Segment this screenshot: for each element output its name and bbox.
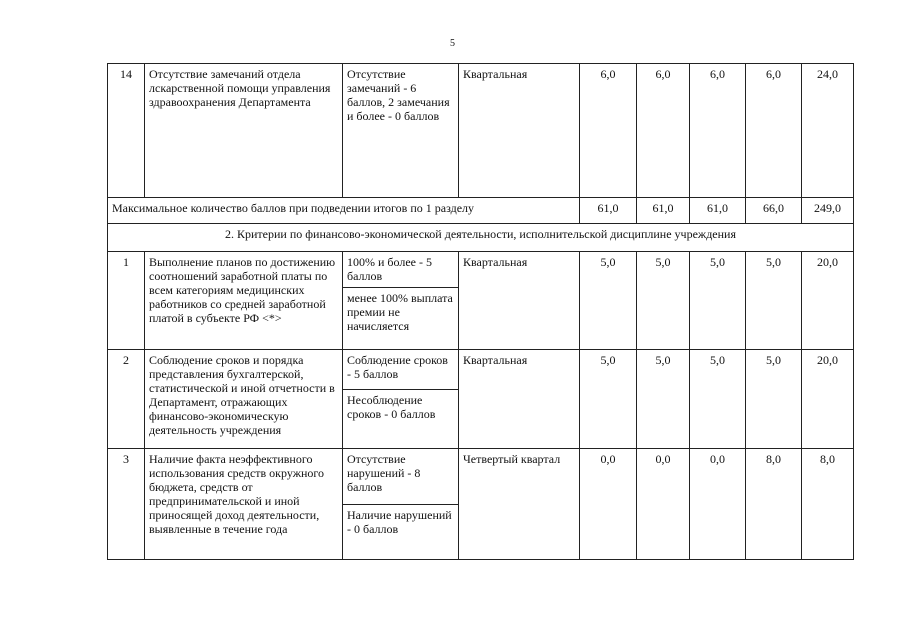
criterion-cell: Наличие факта неэффективного использования средств окружного бюджета, средств от предпринимательской и иной приносящей доход деятельности, выявленные в течение года	[145, 449, 343, 560]
table-row	[108, 350, 854, 390]
condition-cell-a: Соблюдение сроков - 5 баллов	[343, 350, 459, 390]
page-number: 5	[450, 38, 455, 49]
total-q2: 61,0	[637, 198, 690, 224]
criteria-table	[107, 63, 854, 560]
value-q2: 0,0	[637, 449, 690, 560]
period-cell: Квартальная	[459, 350, 580, 449]
condition-cell-b: менее 100% выплата премии не начисляется	[343, 288, 459, 350]
period-cell: Четвертый квартал	[459, 449, 580, 560]
table-row	[108, 449, 854, 505]
condition-cell: Отсутствие замечаний - 6 баллов, 2 замечания и более - 0 баллов	[343, 64, 459, 198]
condition-cell-b: Наличие нарушений - 0 баллов	[343, 505, 459, 560]
row-number: 3	[108, 449, 145, 560]
criterion-cell: Выполнение планов по достижению соотношений заработной платы по всем категориям медицинских работников со средней заработной платой в субъекте РФ <*>	[145, 252, 343, 350]
period-cell: Квартальная	[459, 64, 580, 198]
value-q3: 5,0	[690, 350, 746, 449]
value-q4: 6,0	[746, 64, 802, 198]
value-q3: 0,0	[690, 449, 746, 560]
total-row	[108, 198, 854, 224]
total-sum: 249,0	[802, 198, 854, 224]
section-title: 2. Критерии по финансово-экономической деятельности, исполнительской дисциплине учреждения	[108, 224, 854, 252]
value-q4: 8,0	[746, 449, 802, 560]
condition-cell-a: 100% и более - 5 баллов	[343, 252, 459, 288]
table-row	[108, 64, 854, 198]
row-number: 1	[108, 252, 145, 350]
table-row	[108, 252, 854, 288]
value-q3: 6,0	[690, 64, 746, 198]
value-q1: 5,0	[580, 350, 637, 449]
value-total: 20,0	[802, 252, 854, 350]
row-number: 2	[108, 350, 145, 449]
value-total: 24,0	[802, 64, 854, 198]
condition-cell-a: Отсутствие нарушений - 8 баллов	[343, 449, 459, 505]
criterion-cell: Отсутствие замечаний отдела лскарственной помощи управления здравоохранения Департамента	[145, 64, 343, 198]
total-label: Максимальное количество баллов при подведении итогов по 1 разделу	[108, 198, 580, 224]
value-q2: 5,0	[637, 350, 690, 449]
value-q3: 5,0	[690, 252, 746, 350]
value-q4: 5,0	[746, 350, 802, 449]
total-q4: 66,0	[746, 198, 802, 224]
value-total: 20,0	[802, 350, 854, 449]
value-total: 8,0	[802, 449, 854, 560]
value-q1: 5,0	[580, 252, 637, 350]
value-q4: 5,0	[746, 252, 802, 350]
criterion-cell: Соблюдение сроков и порядка представления бухгалтерской, статистической и иной отчетности в Департамент, отражающих финансово-экономическую деятельность учреждения	[145, 350, 343, 449]
value-q1: 6,0	[580, 64, 637, 198]
period-cell: Квартальная	[459, 252, 580, 350]
section-header-row	[108, 224, 854, 252]
value-q2: 6,0	[637, 64, 690, 198]
row-number: 14	[108, 64, 145, 198]
total-q3: 61,0	[690, 198, 746, 224]
condition-cell-b: Несоблюдение сроков - 0 баллов	[343, 390, 459, 449]
value-q2: 5,0	[637, 252, 690, 350]
total-q1: 61,0	[580, 198, 637, 224]
value-q1: 0,0	[580, 449, 637, 560]
